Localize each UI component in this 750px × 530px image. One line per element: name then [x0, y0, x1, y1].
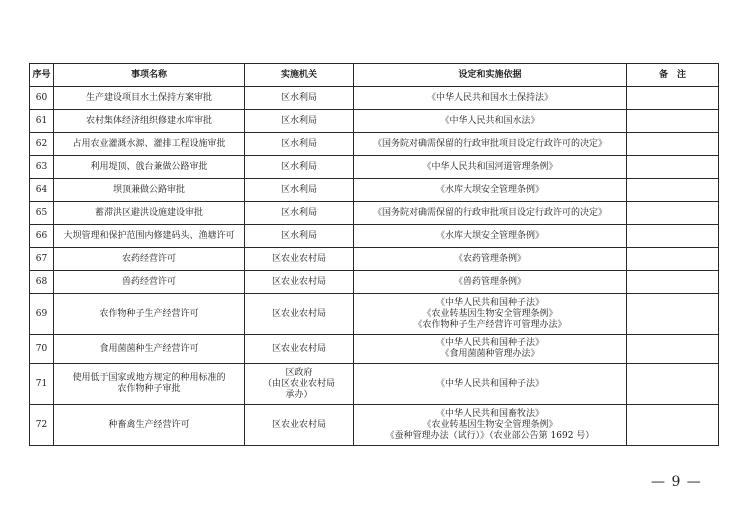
table-row — [30, 405, 719, 446]
row-item-name-line: 农作物种子生产经营许可 — [99, 308, 199, 319]
row-serial-no: 69 — [30, 294, 54, 335]
row-item-name — [54, 225, 245, 248]
row-remarks — [627, 156, 719, 179]
row-item-name-line: 农药经营许可 — [121, 253, 176, 264]
row-legal-basis — [354, 294, 627, 335]
row-legal-basis — [354, 271, 627, 294]
row-item-name — [54, 156, 245, 179]
row-implementing-agency-line: 承办） — [285, 389, 313, 400]
table-body — [30, 87, 719, 446]
row-implementing-agency-line: 区水利局 — [280, 230, 317, 241]
row-legal-basis-line: 《中华人民共和国畜牧法》 — [435, 408, 544, 419]
row-legal-basis — [354, 225, 627, 248]
row-legal-basis-line: 《农药管理条例》 — [453, 253, 526, 264]
table-row — [30, 335, 719, 364]
row-remarks — [627, 110, 719, 133]
table-row — [30, 294, 719, 335]
row-legal-basis-line: 《中华人民共和国种子法》 — [435, 297, 544, 308]
row-item-name — [54, 364, 245, 405]
row-serial-no: 60 — [30, 87, 54, 110]
approval-items-table — [29, 63, 719, 446]
row-item-name — [54, 335, 245, 364]
row-legal-basis — [354, 248, 627, 271]
row-serial-no: 67 — [30, 248, 54, 271]
page-number: — 9 — — [651, 474, 702, 490]
row-item-name-line: 农村集体经济组织修建水库审批 — [85, 115, 212, 126]
row-item-name — [54, 179, 245, 202]
row-serial-no: 70 — [30, 335, 54, 364]
row-remarks — [627, 294, 719, 335]
row-serial-no: 66 — [30, 225, 54, 248]
row-legal-basis — [354, 179, 627, 202]
row-remarks — [627, 248, 719, 271]
row-implementing-agency-line: 区政府 — [285, 367, 313, 378]
row-legal-basis-line: 《食用菌菌种管理办法》 — [440, 349, 540, 359]
table-row — [30, 87, 719, 110]
row-implementing-agency-line: 区水利局 — [280, 138, 317, 149]
table-row — [30, 202, 719, 225]
row-implementing-agency — [245, 179, 354, 202]
row-serial-no: 63 — [30, 156, 54, 179]
row-item-name-line: 坝顶兼做公路审批 — [112, 184, 185, 195]
row-legal-basis-line: 《兽药管理条例》 — [453, 276, 526, 287]
row-implementing-agency — [245, 133, 354, 156]
row-implementing-agency — [245, 294, 354, 335]
row-implementing-agency-line: 区水利局 — [280, 92, 317, 103]
row-item-name — [54, 248, 245, 271]
row-item-name-line: 大坝管理和保护范围内修建码头、渔塘许可 — [63, 230, 235, 241]
row-item-name — [54, 202, 245, 225]
row-implementing-agency — [245, 248, 354, 271]
row-implementing-agency-line: 区水利局 — [280, 184, 317, 195]
row-item-name-line: 食用菌菌种生产经营许可 — [99, 343, 199, 354]
row-remarks — [627, 202, 719, 225]
row-implementing-agency-line: 区水利局 — [280, 115, 317, 126]
row-implementing-agency — [245, 156, 354, 179]
table-row — [30, 179, 719, 202]
table-row — [30, 156, 719, 179]
table-row — [30, 133, 719, 156]
row-remarks — [627, 335, 719, 364]
table-row — [30, 248, 719, 271]
row-legal-basis — [354, 405, 627, 446]
header-serial-no: 序号 — [30, 64, 54, 87]
row-implementing-agency-line: 区农业农村局 — [271, 276, 326, 287]
row-legal-basis — [354, 110, 627, 133]
row-implementing-agency-line: 区水利局 — [280, 207, 317, 218]
row-item-name-line: 农作物种子审批 — [117, 384, 181, 394]
row-item-name-line: 蓄滞洪区避洪设施建设审批 — [94, 207, 203, 218]
row-implementing-agency-line: 区农业农村局 — [271, 419, 326, 430]
row-legal-basis — [354, 364, 627, 405]
row-item-name — [54, 405, 245, 446]
row-legal-basis — [354, 87, 627, 110]
row-legal-basis-line: 《水库大坝安全管理条例》 — [435, 230, 544, 241]
row-legal-basis — [354, 335, 627, 364]
row-implementing-agency — [245, 271, 354, 294]
row-remarks — [627, 271, 719, 294]
row-serial-no: 68 — [30, 271, 54, 294]
row-item-name-line: 占用农业灌溉水源、灌排工程设施审批 — [72, 138, 226, 149]
row-legal-basis-line: 《水库大坝安全管理条例》 — [435, 184, 544, 195]
row-remarks — [627, 405, 719, 446]
row-legal-basis-line: 《中华人民共和国种子法》 — [435, 378, 544, 389]
table-row — [30, 110, 719, 133]
row-item-name — [54, 294, 245, 335]
row-serial-no: 72 — [30, 405, 54, 446]
row-legal-basis-line: 《农业转基因生物安全管理条例》 — [422, 419, 558, 430]
row-remarks — [627, 225, 719, 248]
row-legal-basis-line: 《蚕种管理办法（试行）》（农业部公告第 1692 号） — [385, 430, 595, 441]
row-legal-basis-line: 《中华人民共和国水土保持法》 — [426, 92, 553, 103]
row-item-name — [54, 271, 245, 294]
row-legal-basis — [354, 133, 627, 156]
row-item-name-line: 种畜禽生产经营许可 — [108, 419, 190, 430]
row-implementing-agency-line: 区农业农村局 — [271, 308, 326, 319]
row-legal-basis-line: 《农作物种子生产经营许可管理办法》 — [413, 319, 567, 330]
row-remarks — [627, 87, 719, 110]
row-legal-basis — [354, 202, 627, 225]
row-implementing-agency — [245, 225, 354, 248]
header-legal-basis: 设定和实施依据 — [354, 64, 627, 87]
row-implementing-agency — [245, 202, 354, 225]
header-item-name: 事项名称 — [54, 64, 245, 87]
row-remarks — [627, 179, 719, 202]
row-item-name — [54, 133, 245, 156]
row-serial-no: 64 — [30, 179, 54, 202]
row-implementing-agency — [245, 110, 354, 133]
row-implementing-agency-line: 区农业农村局 — [271, 253, 326, 264]
row-remarks — [627, 364, 719, 405]
row-serial-no: 71 — [30, 364, 54, 405]
row-legal-basis-line: 《国务院对确需保留的行政审批项目设定行政许可的决定》 — [372, 207, 607, 218]
row-implementing-agency — [245, 405, 354, 446]
header-remarks: 备 注 — [627, 64, 719, 87]
row-item-name-line: 利用堤顶、戗台兼做公路审批 — [90, 161, 208, 172]
table-header-row — [30, 64, 719, 87]
row-item-name — [54, 110, 245, 133]
row-implementing-agency — [245, 335, 354, 364]
row-serial-no: 65 — [30, 202, 54, 225]
table-row — [30, 271, 719, 294]
row-legal-basis-line: 《农业转基因生物安全管理条例》 — [422, 308, 558, 319]
row-legal-basis-line: 《中华人民共和国河道管理条例》 — [422, 161, 558, 172]
row-serial-no: 62 — [30, 133, 54, 156]
row-implementing-agency — [245, 364, 354, 405]
row-implementing-agency-line: 区农业农村局 — [271, 343, 326, 354]
row-implementing-agency-line: 区水利局 — [280, 161, 317, 172]
row-legal-basis-line: 《中华人民共和国水法》 — [440, 115, 540, 126]
row-legal-basis-line: 《国务院对确需保留的行政审批项目设定行政许可的决定》 — [372, 138, 607, 149]
row-item-name-line: 兽药经营许可 — [121, 276, 176, 287]
row-implementing-agency-line: （由区农业农村局 — [262, 378, 335, 389]
table-row — [30, 364, 719, 405]
row-item-name-line: 生产建设项目水土保持方案审批 — [85, 92, 212, 103]
row-serial-no: 61 — [30, 110, 54, 133]
header-implementing-agency: 实施机关 — [245, 64, 354, 87]
row-legal-basis-line: 《中华人民共和国种子法》 — [435, 338, 544, 348]
row-item-name-line: 使用低于国家或地方规定的种用标准的 — [72, 373, 226, 383]
row-legal-basis — [354, 156, 627, 179]
row-remarks — [627, 133, 719, 156]
row-implementing-agency — [245, 87, 354, 110]
row-item-name — [54, 87, 245, 110]
table-row — [30, 225, 719, 248]
